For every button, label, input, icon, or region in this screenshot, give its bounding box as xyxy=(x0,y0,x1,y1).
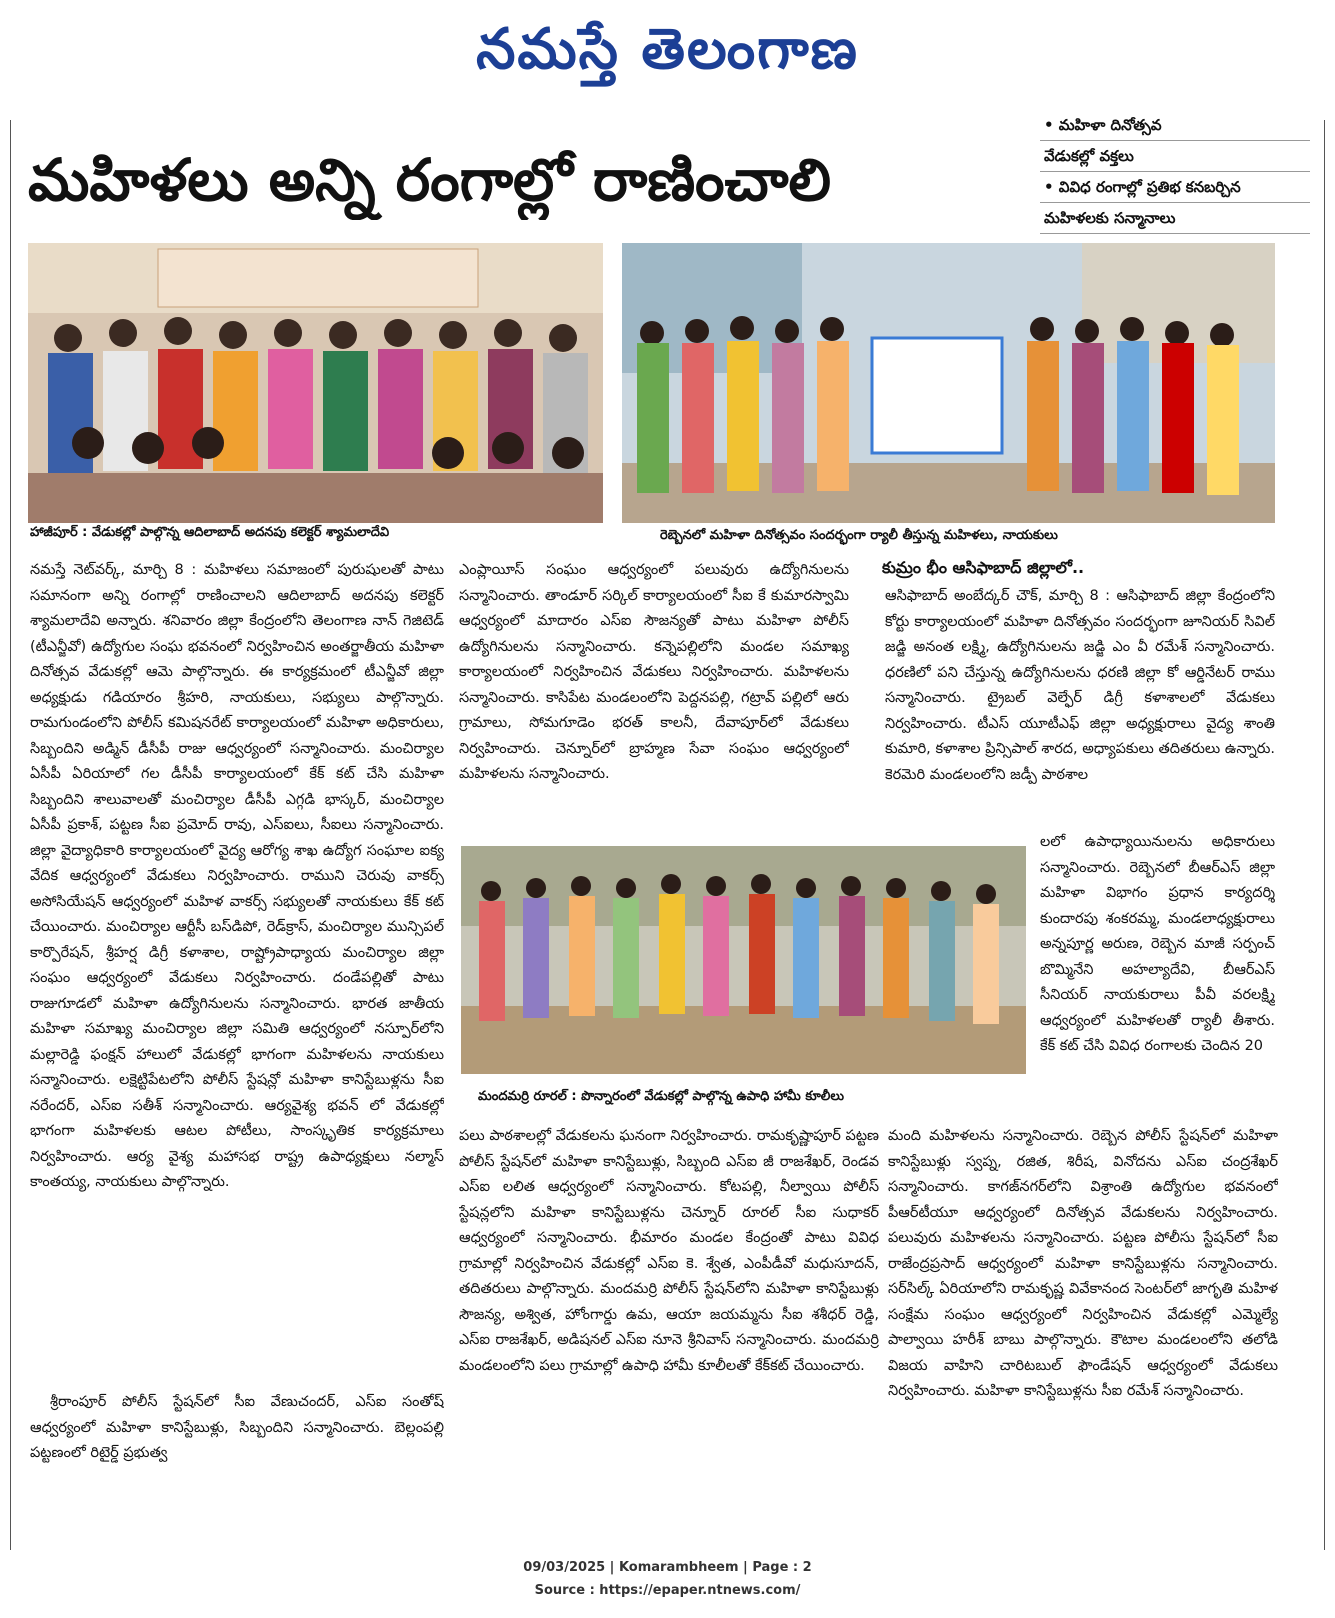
article-column-3-top: ఆసిఫాబాద్ అంబేద్కర్ చౌక్, మార్చి 8 : ఆసిఫాబాద్ జిల్లా కేంద్రంలోని కోర్టు కార్యాలయంలో మహిళా దినోత్సవం సందర్భంగా జూనియర్ సివిల్ జడ్జి అనంత లక్ష్మి, ఉద్యోగినులను జడ్జి ఎం వీ రమేశ్ సన్మానించారు. ధరణిలో పని చేస్తున్న ఉద్యోగినులను ధరణి జిల్లా కో ఆర్డినేటర్ రాము సన్మానించారు. ట్రైబల్ వెల్ఫేర్ డిగ్రీ కళాశాలలో వేడుకలు నిర్వహించారు. టీఎస్ యూటీఎఫ్ జిల్లా అధ్యక్షురాలు వైద్య శాంతి కుమారి, కళాశాల ప్రిన్సిపాల్ శారద, అధ్యాపకులు తదితరులు ఉన్నారు. కెరమెరి మండలంలోని జడ్పీ పాఠశాల xyxy=(885,588,1275,783)
footer-date-line: 09/03/2025 | Komarambheem | Page : 2 xyxy=(523,1560,812,1575)
article-column-2-top: ఎంప్లాయీస్ సంఘం ఆధ్వర్యంలో పలువురు ఉద్యోగినులను సన్మానించారు. తాండూర్ సర్కిల్ కార్యాలయంలో సీఐ కే కుమారస్వామి ఆధ్వర్యంలో మాదారం ఎస్ఐ సౌజన్యతో పాటు మహిళా పోలీస్ ఉద్యోగినులను సన్మానించారు. కన్నెపల్లిలోని మండల సమాఖ్య కార్యాలయంలో నిర్వహించిన వేడుకలు నిర్వహించారు. మహిళలను సన్మానించారు. కాసిపేట మండలంలోని పెద్దనపల్లి, గట్రావ్ పల్లిలో ఆరు గ్రామాలు, సోమగూడెం భరత్ కాలనీ, దేవాపూర్‌లో వేడుకలు నిర్వహించారు. చెన్నూర్‌లో బ్రాహ్మణ సేవా సంఘం ఆధ్వర్యంలో మహిళలను సన్మానించారు. xyxy=(459,562,849,782)
article-column-3-middle: లలో ఉపాధ్యాయినులను అధికారులు సన్మానించారు. రెబ్బెనలో బీఆర్ఎస్ జిల్లా మహిళా విభాగం ప్రధాన కార్యదర్శి కుందారపు శంకరమ్మ, మండలాధ్యక్షురాలు అన్నపూర్ణ అరుణ, రెబ్బెన మాజీ సర్పంచ్ బొమ్మినేని అహల్యాదేవి, బీఆర్ఎస్ సీనియర్ నాయకురాలు పీవీ వరలక్ష్మి ఆధ్వర్యంలో మహిళలతో ర్యాలీ తీశారు. కేక్ కట్ చేసి వివిధ రంగాలకు చెందిన 20 xyxy=(1040,834,1275,1054)
side-bullets xyxy=(1040,110,1310,234)
side-bullet: వేడుకల్లో వక్తలు xyxy=(1040,141,1310,172)
article-column-1-continued: శ్రీరాంపూర్ పోలీస్ స్టేషన్‌లో సీఐ వేణుచందర్, ఎస్ఐ సంతోష్ ఆధ్వర్యంలో మహిళా కానిస్టేబుళ్లు, సిబ్బందిని సన్మానించారు. బెల్లంపల్లి పట్టణంలో రిటైర్డ్ ప్రభుత్వ xyxy=(30,1394,444,1461)
side-bullet: • వివిధ రంగాల్లో ప్రతిభ కనబర్చిన xyxy=(1040,172,1310,203)
photo-hajipur-caption: హాజీపూర్ : వేడుకల్లో పాల్గొన్న ఆదిలాబాద్ అదనపు కలెక్టర్ శ్యామలాదేవి xyxy=(30,525,390,540)
side-bullet: • మహిళా దినోత్సవ xyxy=(1040,110,1310,141)
photo-mandamarri-image xyxy=(461,846,1026,1074)
photo-rebbena-image xyxy=(622,243,1275,523)
photo-rebbena xyxy=(622,243,1275,523)
footer-source-line: Source : https://epaper.ntnews.com/ xyxy=(534,1583,801,1598)
headline: మహిళలు అన్ని రంగాల్లో రాణించాలి xyxy=(28,146,832,214)
masthead-title: నమస్తే తెలంగాణ xyxy=(476,16,859,82)
side-bullet: మహిళలకు సన్మానాలు xyxy=(1040,203,1310,234)
article-column-1: నమస్తే నెట్‌వర్క్, మార్చి 8 : మహిళలు సమాజంలో పురుషులతో పాటు సమానంగా అన్ని రంగాల్లో రాణించాలని ఆదిలాబాద్ అదనపు కలెక్టర్ శ్యామలాదేవి అన్నారు. శనివారం జిల్లా కేంద్రంలోని తెలంగాణ నాన్ గెజిటెడ్ (టీఎన్జీవో) ఉద్యోగుల సంఘ భవనంలో నిర్వహించిన అంతర్జాతీయ మహిళా దినోత్సవ వేడుకల్లో ఆమె పాల్గొన్నారు. ఈ కార్యక్రమంలో టీఎన్జీవో జిల్లా అధ్యక్షుడు గడియారం శ్రీహరి, నాయకులు, సభ్యులు పాల్గొన్నారు. రామగుండంలోని పోలీస్ కమిషనరేట్ కార్యాలయంలో మహిళా అధికారులు, సిబ్బందిని అడ్మిన్ డీసీపీ రాజు ఆధ్వర్యంలో సన్మానించారు. మంచిర్యాల ఏసీపీ ఏరియాలో గల డీసీపీ కార్యాలయంలో కేక్ కట్ చేసి మహిళా సిబ్బందిని శాలువాలతో మంచిర్యాల డీసీపీ ఎగ్గడి భాస్కర్, మంచిర్యాల ఏసీపీ ప్రకాశ్, పట్టణ సీఐ ప్రమోద్ రావు, ఎస్ఐలు, సీఐలు సన్మానించారు. జిల్లా వైద్యాధికారి కార్యాలయంలో వైద్య ఆరోగ్య శాఖ ఉద్యోగ సంఘాల ఐక్య వేదిక ఆధ్వర్యంలో వేడుకలు నిర్వహించారు. రాముని చెరువు వాకర్స్ అసోసియేషన్ ఆధ్వర్యంలో మహిళ వాకర్స్ సభ్యులతో నాయకులు కేక్ కట్ చేయించారు. మంచిర్యాల ఆర్టీసీ బస్‌డిపో, రెడ్‌క్రాస్, మంచిర్యాల మున్సిపల్ కార్పొరేషన్, శ్రీహర్ష డిగ్రీ కళాశాల, రాష్ట్రోపాధ్యాయ మంచిర్యాల జిల్లా సంఘం ఆధ్వర్యంలో వేడుకలు నిర్వహించారు. దండేపల్లితో పాటు రాజుగూడలో మహిళా ఉద్యోగినులను సన్మానించారు. భారత జాతీయ మహిళా సమాఖ్య మంచిర్యాల జిల్లా సమితి ఆధ్వర్యంలో నస్పూర్‌లోని మల్లారెడ్డి ఫంక్షన్ హాలులో వేడుకల్లో భాగంగా మహిళలను నాయకులు సన్మానించారు. లక్షెట్టిపేటలోని పోలీస్ స్టేషన్లో మహిళా కానిస్టేబుళ్లను సీఐ నరేందర్, ఎస్ఐ సతీశ్ సన్మానించారు. ఆర్యవైశ్య భవన్ లో వేడుకల్లో భాగంగా మహిళలకు ఆటల పోటీలు, సాంస్కృతిక కార్యక్రమాలు నిర్వహించారు. ఆర్య వైశ్య మహాసభ రాష్ట్ర ఉపాధ్యక్షులు నల్మాస్ కాంతయ్య, నాయకులు పాల్గొన్నారు. xyxy=(30,562,444,1190)
column-3-title: కుమ్రం భీం ఆసిఫాబాద్ జిల్లాలో.. xyxy=(882,558,1085,577)
photo-mandamarri xyxy=(461,846,1026,1074)
photo-mandamarri-caption: మందమర్రి రూరల్ : పొన్నారంలో వేడుకల్లో పాల్గొన్న ఉపాధి హామీ కూలీలు xyxy=(478,1089,845,1104)
article-column-3-bottom: మంది మహిళలను సన్మానించారు. రెబ్బెన పోలీస్ స్టేషన్‌లో మహిళా కానిస్టేబుళ్లు స్వప్న, రజిత, శిరీష, వినోదను ఎస్ఐ చంద్రశేఖర్ సన్మానించారు. కాగజ్‌నగర్‌లోని విశ్రాంతి ఉద్యోగుల భవనంలో పీఆర్‌టీయూ ఆధ్వర్యంలో దినోత్సవ వేడుకలను నిర్వహించారు. పలువురు మహిళలను సన్మానించారు. పట్టణ పోలీసు స్టేషన్‌లో సీఐ రాజేంద్రప్రసాద్ ఆధ్వర్యంలో మహిళా కానిస్టేబుళ్లను సన్మానించారు. సర్‌సిల్క్ ఏరియాలోని రామకృష్ణ వివేకానంద సెంటర్‌లో జాగృతి మహిళ సంక్షేమ సంఘం ఆధ్వర్యంలో నిర్వహించిన వేడుకల్లో ఎమ్మెల్యే పాల్వాయి హరీశ్ బాబు పాల్గొన్నారు. కౌటాల మండలంలోని తలోడి విజయ వాహిని చారిటబుల్ ఫౌండేషన్ ఆధ్వర్యంలో వేడుకలు నిర్వహించారు. మహిళా కానిస్టేబుళ్లను సీఐ రమేశ్ సన్మానించారు. xyxy=(888,1128,1278,1399)
article-column-2-bottom: పలు పాఠశాలల్లో వేడుకలను ఘనంగా నిర్వహించారు. రామకృష్ణాపూర్ పట్టణ పోలీస్ స్టేషన్‌లో మహిళా కానిస్టేబుళ్లు, సిబ్బంది ఎస్ఐ జీ రాజశేఖర్, రెండవ ఎస్ఐ లలిత ఆధ్వర్యంలో సన్మానించారు. కోటపల్లి, నీల్వాయి పోలీస్ స్టేషన్లలోని మహిళా కానిస్టేబుళ్లను చెన్నూర్ రూరల్ సీఐ సుధాకర్ ఆధ్వర్యంలో సన్మానించారు. భీమారం మండల కేంద్రంతో పాటు వివిధ గ్రామాల్లో నిర్వహించిన వేడుకల్లో ఎస్ఐ కె. శ్వేత, ఎంపీడీవో మధుసూదన్, తదితరులు పాల్గొన్నారు. మందమర్రి పోలీస్ స్టేషన్‌లోని మహిళా కానిస్టేబుళ్లు సౌజన్య, అశ్విత, హోంగార్డు ఉమ, ఆయా జయమ్మను సీఐ శశీధర్ రెడ్డి, ఎస్ఐ రాజశేఖర్, అడిషనల్ ఎస్ఐ నూనె శ్రీనివాస్ సన్మానించారు. మందమర్రి మండలంలోని పలు గ్రామాల్లో ఉపాధి హామీ కూలీలతో కేక్‌కట్ చేయించారు. xyxy=(459,1128,879,1374)
photo-hajipur xyxy=(28,243,603,523)
masthead xyxy=(0,8,1335,90)
photo-hajipur-image xyxy=(28,243,603,523)
photo-rebbena-caption: రెబ్బెనలో మహిళా దినోత్సవం సందర్భంగా ర్యాలీ తీస్తున్న మహిళలు, నాయకులు xyxy=(660,528,1058,543)
